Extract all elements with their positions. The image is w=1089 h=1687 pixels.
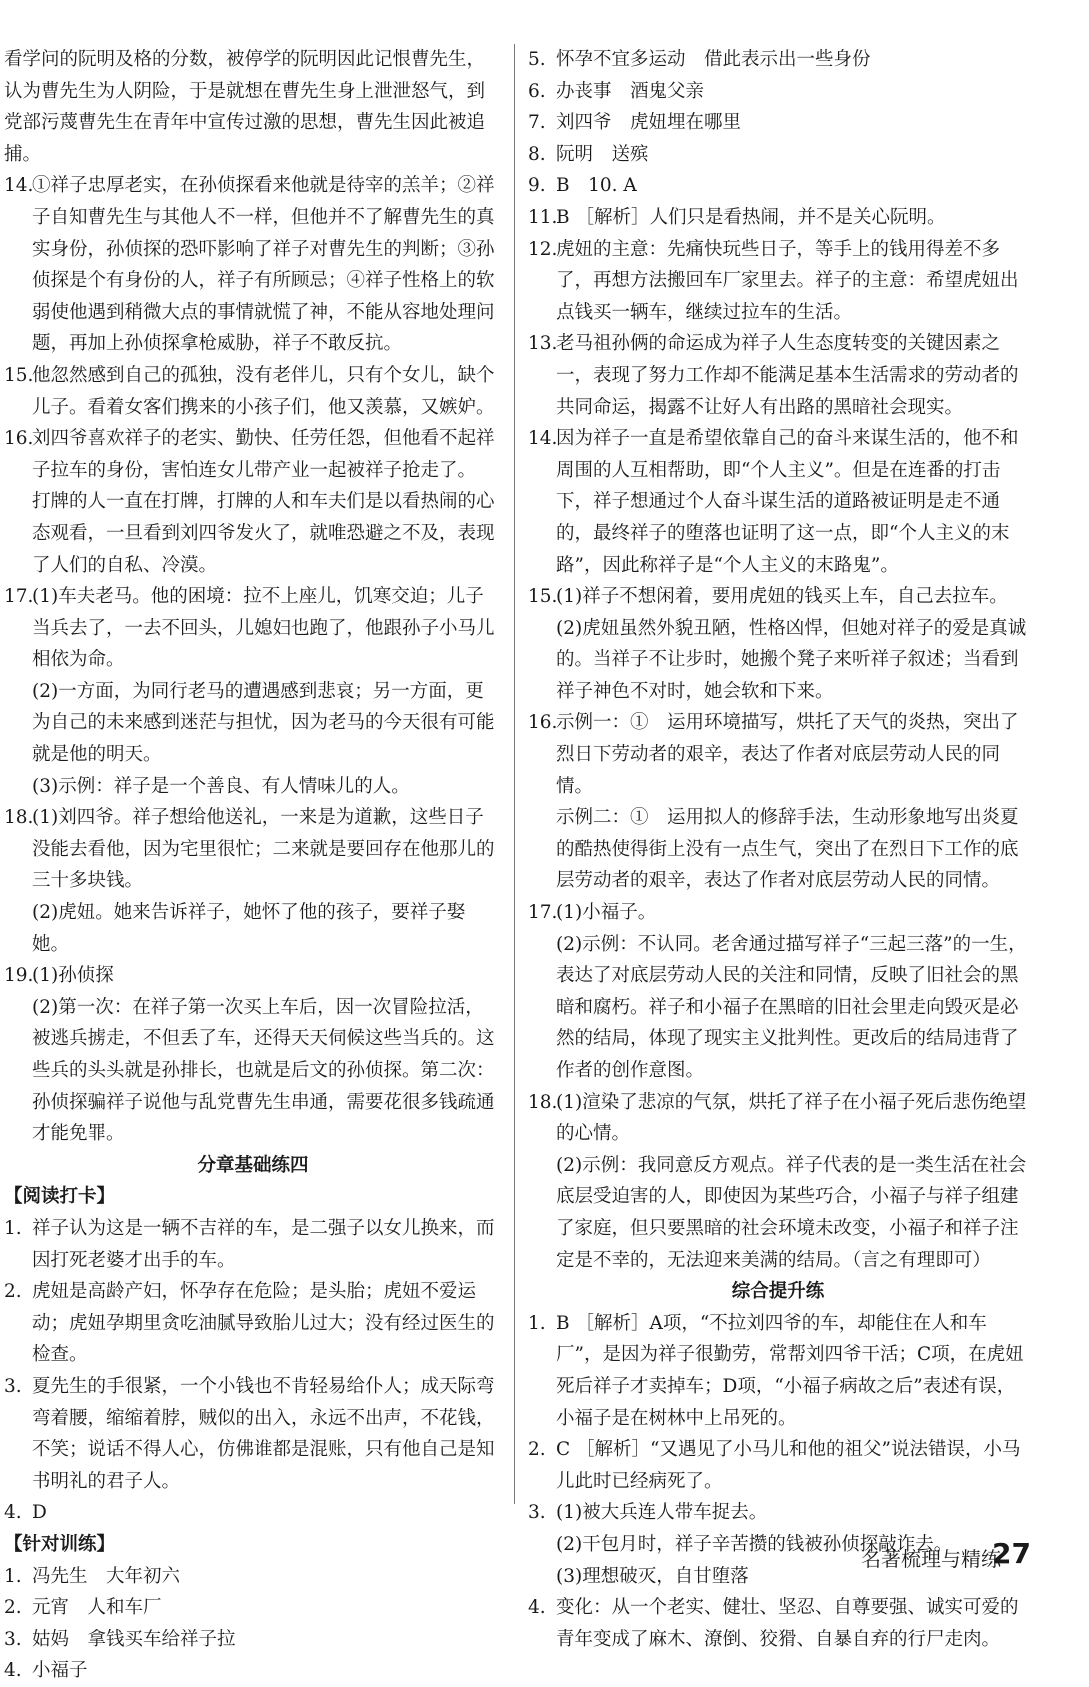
item-text: 刘四爷 虎妞埋在哪里 [556,112,742,134]
item-text: 刘四爷喜欢祥子的老实、勤快、任劳任怨，但他看不起祥子拉车的身份，害怕连女儿带产业一起被祥子抢走了。 [32,428,495,481]
item-text: (1)渲染了悲凉的气氛，烘托了祥子在小福子死后悲伤绝望的心情。 [556,1091,1027,1145]
item-number: 14. [4,175,34,197]
item-text: 夏先生的手很紧，一个小钱也不肯轻易给仆人；成天际弯弯着腰，缩缩着脖，贼似的出入，永远不出声，不花钱，不笑；说话不得人心，仿佛谁都是混账，只有他自己是知书明礼的君子人。 [32,1375,495,1492]
answer-item [4,1497,502,1529]
item-number: 16. [4,428,34,450]
answer-item [528,1497,1028,1529]
item-text: (1)被大兵连人带车捉去。 [556,1502,768,1524]
item-number: 1. [528,1312,546,1334]
answer-continuation: 看学问的阮明及格的分数，被停学的阮明因此记恨曹先生，认为曹先生为人阴险，于是就想在曹先生身上泄泄怒气，到党部污蔑曹先生在青年中宣传过激的思想，曹先生因此被追捕。 [4,49,486,165]
item-text: ①祥子忠厚老实，在孙侦探看来他就是待宰的羔羊；②祥子自知曹先生与其他人不一样，但他并不了解曹先生的真实身份，孙侦探的恐吓影响了祥子对曹先生的判断；③孙侦探是个有身份的人，祥子有所顾忌；④祥子性格上的软弱使他遇到稍微大点的事情就慌了神，不能从容地处理问题，再加上孙侦探拿枪威胁，祥子不敢反抗。 [32,175,495,355]
answer-item [528,202,1028,234]
answer-continuation: 打牌的人一直在打牌，打牌的人和车夫们是以看热闹的心态观看，一旦看到刘四爷发火了，就唯恐避之不及，表现了人们的自私、冷漠。 [32,491,495,576]
section-title: 分章基础练四 [197,1154,309,1176]
item-number: 3. [4,1375,22,1397]
column-divider [514,44,515,1504]
item-number: 19. [4,965,34,987]
item-text: (1)刘四爷。祥子想给他送礼，一来是为道歉，这些日子没能去看他，因为宅里很忙；二来就是要回存在他那儿的三十多块钱。 [32,807,495,892]
item-text: 祥子认为这是一辆不吉祥的车，是二强子以女儿换来，而因打死老婆才出手的车。 [32,1217,495,1271]
answer-continuation: (2)一方面，为同行老马的遭遇感到悲哀；另一方面，更为自己的未来感到迷茫与担忧，因为老马的今天很有可能就是他的明天。 [32,680,495,766]
item-number: 11. [528,206,558,228]
item-text: D [32,1502,47,1524]
answer-continuation: (2)虎妞。她来告诉祥子，她怀了他的孩子，要祥子娶她。 [32,902,466,955]
item-number: 18. [528,1091,558,1113]
answer-item [528,76,1028,108]
answer-item [528,1434,1028,1497]
item-text: 办丧事 酒鬼父亲 [556,80,705,102]
answer-item [4,423,502,486]
item-text: 老马祖孙俩的命运成为祥子人生态度转变的关键因素之一，表现了努力工作却不能满足基本生活需求的劳动者的共同命运，揭露不让好人有出路的黑暗社会现实。 [556,333,1019,418]
answer-item [528,1308,1028,1434]
answer-item [4,1213,502,1276]
item-number: 3. [528,1502,546,1524]
item-text: (1)孙侦探 [32,965,114,987]
answer-continuation: (2)干包月时，祥子辛苦攒的钱被孙侦探敲诈去。 [556,1533,953,1555]
item-number: 18. [4,807,34,829]
answer-item [528,234,1028,329]
answer-item [528,423,1028,581]
item-text: 示例一：① 运用环境描写，烘托了天气的炎热，突出了烈日下劳动者的艰辛，表达了作者对底层劳动人民的同情。 [556,712,1019,797]
answer-item [4,581,502,676]
answer-item [528,707,1028,802]
item-text: 阮明 送殡 [556,143,649,165]
answer-item [528,170,1028,202]
answer-continuation: (3)理想破灭，自甘堕落 [556,1565,749,1587]
item-text: 小福子 [32,1660,88,1682]
item-number: 8. [528,143,546,165]
page-number: 27 [992,1537,1031,1570]
item-number: 12. [528,238,558,260]
item-number: 2. [4,1281,22,1303]
item-text: B ［解析］A项，“不拉刘四爷的车，却能住在人和车厂”，是因为祥子很勤劳，常帮刘四爷干活；C项，在虎妞死后祥子才卖掉车；D项，“小福子病故之后”表述有误，小福子是在树林中上吊死的。 [556,1312,1024,1429]
answer-item [4,802,502,897]
item-number: 3. [4,1628,22,1650]
answer-item [528,328,1028,423]
item-number: 6. [528,80,546,102]
item-text: 虎妞是高龄产妇，怀孕存在危险；是头胎；虎妞不爱运动；虎妞孕期里贪吃油腻导致胎儿过大；没有经过医生的检查。 [32,1281,495,1366]
answer-item [4,1371,502,1497]
answer-item [4,960,502,992]
subsection-tag: 【阅读打卡】 [4,1186,116,1208]
item-number: 15. [4,364,34,386]
answer-continuation: (2)虎妞虽然外貌丑陋，性格凶悍，但她对祥子的爱是真诚的。当祥子不让步时，她搬个凳子来听祥子叙述；当看到祥子神色不对时，她会软和下来。 [556,617,1027,702]
item-text: B ［解析］人们只是看热闹，并不是关心阮明。 [556,206,946,228]
answer-item [4,1624,502,1656]
answer-continuation: (2)示例：不认同。老舍通过描写祥子“三起三落”的一生，表达了对底层劳动人民的关注和同情，反映了旧社会的黑暗和腐朽。祥子和小福子在黑暗的旧社会里走向毁灭是必然的结局，体现了现实主义批判性。更改后的结局违背了作者的创作意图。 [556,933,1027,1081]
answer-item [4,170,502,360]
footer-book-title: 名著梳理与精练 [861,1547,1001,1571]
answer-continuation: 示例二：① 运用拟人的修辞手法，生动形象地写出炎夏的酷热使得街上没有一点生气，突出了在烈日下工作的底层劳动者的艰辛，表达了作者对底层劳动人民的同情。 [556,807,1019,892]
item-number: 13. [528,333,558,355]
answer-item [528,1087,1028,1150]
left-column [4,44,502,1687]
item-number: 17. [528,902,558,924]
item-text: 冯先生 大年初六 [32,1565,181,1587]
item-text: 他忽然感到自己的孤独，没有老伴儿，只有个女儿，缺个儿子。看着女客们携来的小孩子们，他又羡慕，又嫉妒。 [32,364,495,418]
item-text: 元宵 人和车厂 [32,1597,162,1619]
item-number: 1. [4,1217,22,1239]
answer-item [528,1592,1028,1655]
item-number: 7. [528,112,546,134]
answer-item [4,1592,502,1624]
answer-item [528,107,1028,139]
subsection-tag: 【针对训练】 [4,1533,116,1555]
item-number: 16. [528,712,558,734]
section-title: 综合提升练 [731,1281,825,1303]
answer-item [4,1655,502,1687]
item-text: (1)小福子。 [556,902,657,924]
answer-item [4,1561,502,1593]
item-text: 姑妈 拿钱买车给祥子拉 [32,1628,236,1650]
item-number: 4. [4,1502,22,1524]
answer-item [528,581,1028,613]
answer-item [4,1276,502,1371]
item-number: 4. [4,1660,22,1682]
item-number: 15. [528,586,558,608]
answer-continuation: (2)第一次：在祥子第一次买上车后，因一次冒险拉活，被逃兵掳走，不但丢了车，还得天天伺候这些当兵的。这些兵的头头就是孙排长，也就是后文的孙侦探。第二次：孙侦探骗祥子说他与乱党曹先生串通，需要花很多钱疏通才能免罪。 [32,996,495,1145]
item-text: B 10. A [556,175,637,197]
item-text: (1)祥子不想闲着，要用虎妞的钱买上车，自己去拉车。 [556,586,1008,608]
item-number: 2. [528,1439,546,1461]
answer-continuation: (2)示例：我同意反方观点。祥子代表的是一类生活在社会底层受迫害的人，即使因为某些巧合，小福子与祥子组建了家庭，但只要黑暗的社会环境未改变，小福子和祥子注定是不幸的，无法迎来美满的结局。（言之有理即可） [556,1154,1027,1271]
item-text: 变化：从一个老实、健壮、坚忍、自尊要强、诚实可爱的青年变成了麻木、潦倒、狡猾、自暴自弃的行尸走肉。 [556,1597,1019,1650]
item-number: 4. [528,1597,546,1619]
item-text: 虎妞的主意：先痛快玩些日子，等手上的钱用得差不多了，再想方法搬回车厂家里去。祥子的主意：希望虎妞出点钱买一辆车，继续过拉车的生活。 [556,238,1019,323]
answer-item [528,139,1028,171]
item-text: C ［解析］“又遇见了小马儿和他的祖父”说法错误，小马儿此时已经病死了。 [556,1439,1021,1492]
item-number: 5. [528,49,546,70]
item-text: 因为祥子一直是希望依靠自己的奋斗来谋生活的，他不和周围的人互相帮助，即“个人主义”。但是在连番的打击下，祥子想通过个人奋斗谋生活的道路被证明是走不通的，最终祥子的堕落也证明了这一点，即“个人主义的末路”，因此称祥子是“个人主义的末路鬼”。 [556,428,1019,576]
right-column [528,44,1028,1655]
item-number: 9. [528,175,546,197]
item-number: 17. [4,586,34,608]
answer-continuation: (3)示例：祥子是一个善良、有人情味儿的人。 [32,775,410,797]
item-number: 1. [4,1565,22,1587]
item-text: 怀孕不宜多运动 借此表示出一些身份 [556,49,871,70]
item-text: (1)车夫老马。他的困境：拉不上座儿，饥寒交迫；儿子当兵去了，一去不回头，儿媳妇也跑了，他跟孙子小马儿相依为命。 [32,586,495,671]
item-number: 14. [528,428,558,450]
answer-item [4,360,502,423]
item-number: 2. [4,1597,22,1619]
answer-item [528,44,1028,76]
answer-item [528,897,1028,929]
